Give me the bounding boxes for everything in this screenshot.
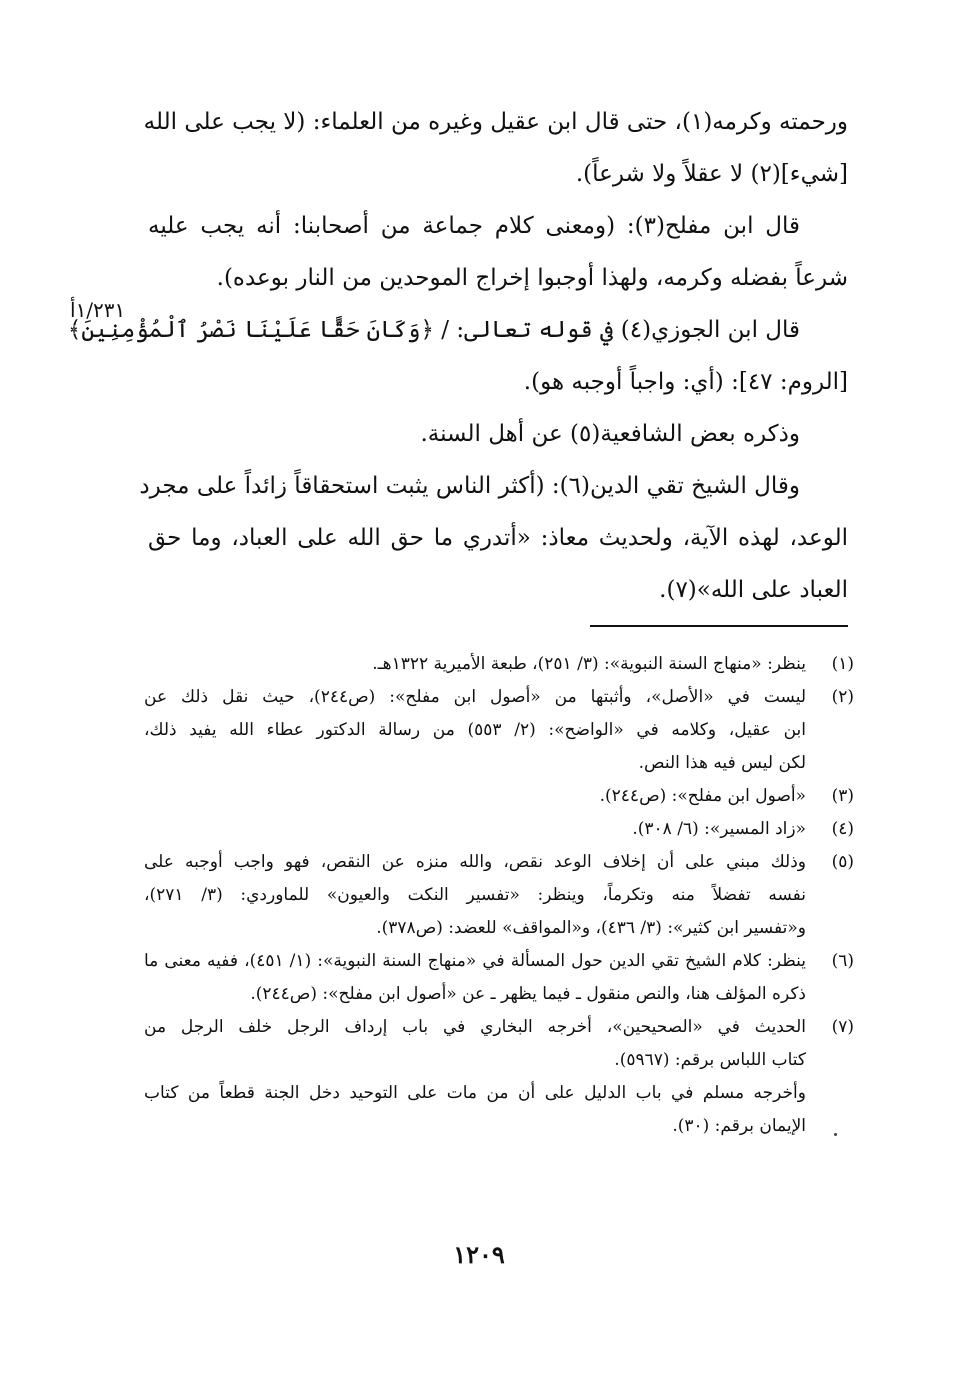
footnote-number: (١)	[831, 654, 854, 674]
footnote-text: ليست في «الأصل»، وأثبتها من «أصول ابن مفلح»: (ص٢٤٤)، حيث نقل ذلك عن	[144, 687, 806, 707]
footnote-line	[144, 1044, 854, 1077]
footnote-number	[806, 714, 854, 747]
text-line: [الروم: ٤٧]: (أي: واجباً أوجبه هو).	[523, 369, 848, 395]
text-line: قال ابن مفلح(٣): (ومعنى كلام جماعة من أصحابنا: أنه يجب عليه	[148, 213, 800, 239]
footnote-text: وذلك مبني على أن إخلاف الوعد نقص، والله منزه عن النقص، فهو واجب أوجبه على	[144, 852, 806, 872]
footnote-text: نفسه تفضلاً منه وتكرماً، وينظر: «تفسير النكت والعيون» للماوردي: (٣/ ٢٧١)،	[144, 885, 806, 905]
text-line: الوعد، لهذه الآية، ولحديث معاذ: «أتدري ما حق الله على العباد، وما حق	[148, 525, 848, 551]
text-line: ورحمته وكرمه(١)، حتى قال ابن عقيل وغيره من العلماء: (لا يجب على الله	[143, 109, 848, 135]
footnote-number: (٢)	[831, 687, 854, 707]
footnote-line	[144, 846, 854, 879]
footnote-text: ينظر: كلام الشيخ تقي الدين حول المسألة في «منهاج السنة النبوية»: (١/ ٤٥١)، ففيه معنى ما	[144, 951, 806, 971]
footnotes	[144, 648, 854, 1143]
footnote-line	[144, 747, 854, 780]
footnote-line	[144, 879, 854, 912]
footnote-number	[806, 1044, 854, 1077]
footnote-text: ذكره المؤلف هنا، والنص منقول ـ فيما يظهر ـ عن «أصول ابن مفلح»: (ص٢٤٤).	[250, 984, 806, 1004]
text-line: وقال الشيخ تقي الدين(٦): (أكثر الناس يثبت استحقاقاً زائداً على مجرد	[139, 473, 800, 499]
footnote-text: «أصول ابن مفلح»: (ص٢٤٤).	[599, 786, 806, 806]
footnote-text: وأخرجه مسلم في باب الدليل على أن من مات على التوحيد دخل الجنة قطعاً من كتاب	[144, 1083, 806, 1103]
footnote-text: «زاد المسير»: (٦/ ٣٠٨).	[632, 819, 806, 839]
footnote-line	[144, 681, 854, 714]
footnote-number: (٣)	[831, 786, 854, 806]
footnote-line	[144, 1110, 854, 1143]
footnote-line	[144, 648, 854, 681]
text-line: قال ابن الجوزي(٤) في قوله تعالى: / ﴿وَكَانَ حَقًّا عَلَيْنَا نَصْرُ ٱلْمُؤْمِنِينَ﴾	[67, 317, 800, 343]
page-number: ١٢٠٩	[453, 1240, 505, 1269]
footnote-number	[806, 879, 854, 912]
footnote-line	[144, 714, 854, 747]
footnote-line	[144, 945, 854, 978]
footnote-number: (٧)	[831, 1017, 854, 1037]
footnote-text: ابن عقيل، وكلامه في «الواضح»: (٢/ ٥٥٣) من رسالة الدكتور عطاء الله يفيد ذلك،	[144, 720, 806, 740]
footnote-line	[144, 780, 854, 813]
footnote-text: ينظر: «منهاج السنة النبوية»: (٣/ ٢٥١)، طبعة الأميرية ١٣٢٢هـ.	[372, 654, 806, 674]
footnote-separator	[590, 625, 848, 627]
footnote-number: (٤)	[831, 819, 854, 839]
footnote-number: (٥)	[831, 852, 854, 872]
footnote-number: (٦)	[831, 951, 854, 971]
footnote-number	[806, 1077, 854, 1110]
footnote-line	[144, 813, 854, 846]
text-line: وذكره بعض الشافعية(٥) عن أهل السنة.	[420, 421, 800, 447]
footnote-number	[806, 747, 854, 780]
footnote-text: و«تفسير ابن كثير»: (٣/ ٤٣٦)، و«المواقف» للعضد: (ص٣٧٨).	[376, 918, 806, 938]
footnote-number	[806, 1110, 854, 1143]
footnote-number	[806, 912, 854, 945]
footnote-line	[144, 1011, 854, 1044]
footnote-number	[806, 978, 854, 1011]
manuscript-folio-reference: ١/٢٣١أ	[70, 298, 126, 322]
footnote-line	[144, 978, 854, 1011]
scan-speck	[834, 1133, 837, 1136]
text-line: شرعاً بفضله وكرمه، ولهذا أوجبوا إخراج الموحدين من النار بوعده).	[216, 265, 848, 291]
footnote-line	[144, 1077, 854, 1110]
footnote-text: لكن ليس فيه هذا النص.	[638, 753, 806, 773]
footnote-text: كتاب اللباس برقم: (٥٩٦٧).	[614, 1050, 806, 1070]
text-line: العباد على الله»(٧).	[659, 577, 848, 603]
footnote-text: الحديث في «الصحيحين»، أخرجه البخاري في باب إرداف الرجل خلف الرجل من	[144, 1017, 806, 1037]
footnote-text: الإيمان برقم: (٣٠).	[672, 1116, 806, 1136]
footnote-line	[144, 912, 854, 945]
text-line: [شيء](٢) لا عقلاً ولا شرعاً).	[575, 161, 848, 187]
